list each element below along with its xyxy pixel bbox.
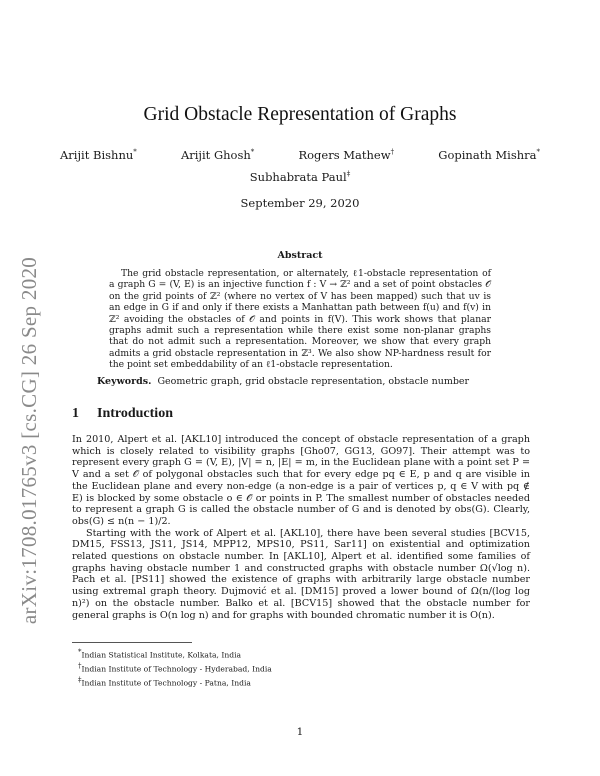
author: Rogers Mathew† bbox=[298, 148, 395, 162]
paragraph: Starting with the work of Alpert et al. [AKL10], there have been several studies [BCV15, DM15, FSS13, JS11, JS14, MPP12, MPS10, PS11, Sar11] on existential and optimization related questions on obstacle number. In [AKL10], Alpert et al. identified some families of graphs having obstacle number 1 and constructed graphs with obstacle number Ω(√log n). Pach et al. [PS11] showed the existence of graphs with arbitrarily large obstacle number using extremal graph theory. Dujmović et al. [DM15] proved a lower bound of Ω(n/(log log n)²) on the obstacle number. Balko et al. [BCV15] showed that the obstacle number for general graphs is O(n log n) and for graphs with bounded chromatic number it is O(n). bbox=[72, 527, 530, 621]
author: Arijit Ghosh* bbox=[180, 148, 255, 162]
footnote: †Indian Institute of Technology - Hyderabad, India bbox=[78, 662, 272, 674]
author: Arijit Bishnu* bbox=[60, 148, 137, 162]
paper-date: September 29, 2020 bbox=[240, 196, 360, 210]
keywords-text: Geometric graph, grid obstacle representation, obstacle number bbox=[157, 376, 470, 387]
author-list bbox=[60, 148, 540, 162]
keywords-label: Keywords. bbox=[97, 376, 152, 387]
footnote: ‡Indian Institute of Technology - Patna, India bbox=[78, 676, 251, 688]
section-title: Introduction bbox=[97, 406, 173, 421]
paragraph: In 2010, Alpert et al. [AKL10] introduced the concept of obstacle representation of a graph which is closely related to visibility graphs [Gho07, GG13, GO97]. Their attempt was to represent every graph G = (V, E), |V| = n, |E| = m, in the Euclidean plane with a point set P = V and a set 𝒪 of polygonal obstacles such that for every edge pq ∈ E, p and q are visible in the Euclidean plane and every non-edge (a non-edge is a pair of vertices p, q ∈ V with pq ∉ E) is blocked by some obstacle o ∈ 𝒪 or points in P. The smallest number of obstacles needed to represent a graph G is called the obstacle number of G and is denoted by obs(G). Clearly, obs(G) ≤ n(n − 1)/2. bbox=[72, 434, 530, 527]
abstract-heading: Abstract bbox=[277, 250, 323, 261]
section-number: 1 bbox=[72, 406, 79, 421]
keywords bbox=[97, 376, 517, 387]
abstract-text: The grid obstacle representation, or alternately, ℓ1-obstacle representation of a graph G = (V, E) is an injective function f : V → ℤ² and a set of point obstacles 𝒪 on the grid points of ℤ² (where no vertex of V has been mapped) such that uv is an edge in G if and only if there exists a Manhattan path between f(u) and f(v) in ℤ² avoiding the obstacles of 𝒪 and points in f(V). This work shows that planar graphs admit such a representation while there exist some non-planar graphs that do not admit such a representation. Moreover, we show that every graph admits a grid obstacle representation in ℤ³. We also show NP-hardness result for the point set embeddability of an ℓ1-obstacle representation. bbox=[109, 268, 491, 371]
author: Subhabrata Paul‡ bbox=[249, 170, 351, 184]
arxiv-stamp-text: arXiv:1708.01765v3 [cs.CG] 26 Sep 2020 bbox=[17, 256, 42, 624]
footnotes bbox=[78, 647, 272, 689]
section-body bbox=[72, 434, 530, 621]
footnote: *Indian Statistical Institute, Kolkata, India bbox=[78, 648, 242, 660]
section-heading bbox=[72, 406, 173, 422]
arxiv-stamp bbox=[10, 200, 50, 680]
paper-title: Grid Obstacle Representation of Graphs bbox=[143, 104, 457, 125]
author: Gopinath Mishra* bbox=[438, 148, 540, 162]
page-number: 1 bbox=[296, 726, 304, 738]
footnote-rule bbox=[72, 642, 192, 643]
